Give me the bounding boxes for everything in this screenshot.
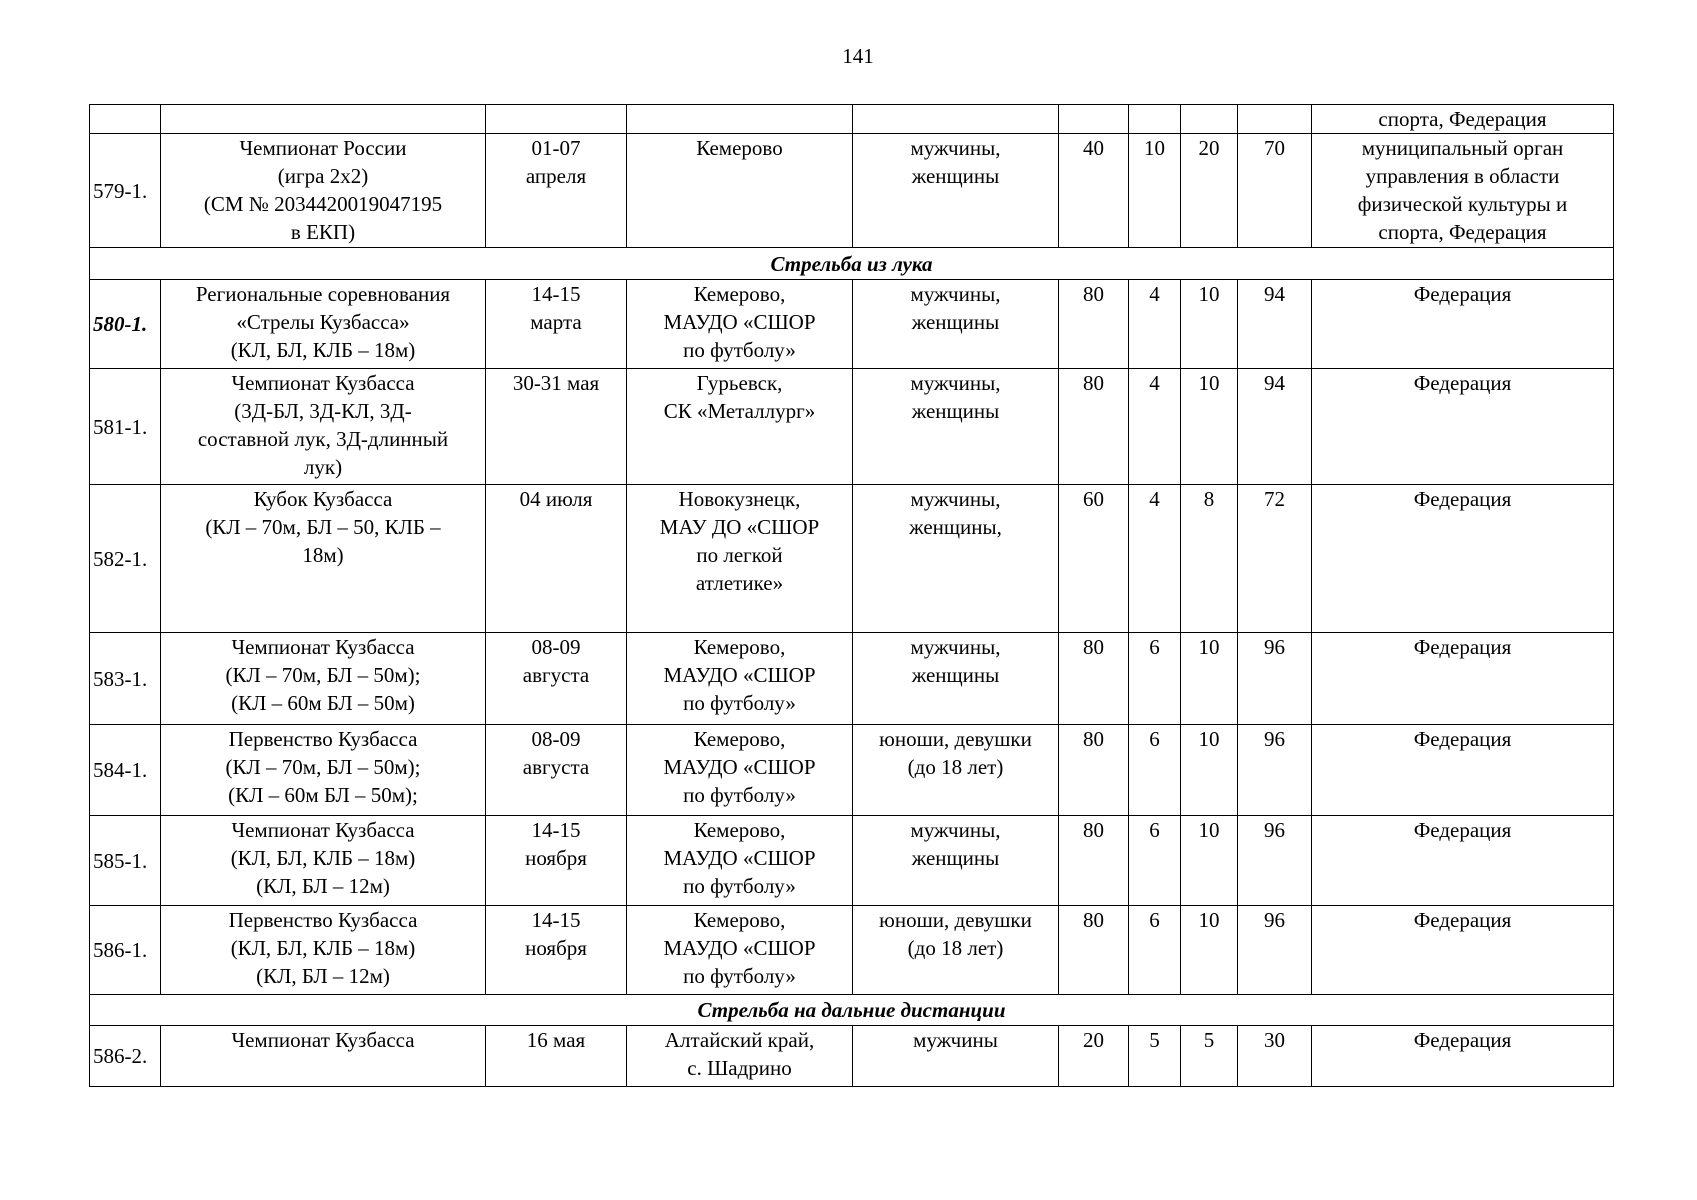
cell-count-3: 5 — [1181, 1026, 1238, 1087]
cell-line: МАУДО «СШОР — [663, 936, 816, 960]
cell-participants — [853, 485, 1059, 633]
cell-line: женщины — [911, 310, 1000, 334]
cell-participants — [853, 725, 1059, 816]
cell-line: Федерация — [1413, 727, 1512, 751]
cell-participants — [853, 1026, 1059, 1087]
cell-place — [627, 906, 853, 995]
table-row — [90, 633, 1614, 725]
cell-line: Гурьевск, — [696, 371, 783, 395]
table-row — [90, 1026, 1614, 1087]
cell-line: 14-15 — [531, 282, 581, 306]
cell-line: женщины — [911, 846, 1000, 870]
cell-count-total: 96 — [1238, 633, 1312, 725]
cell-place — [627, 1026, 853, 1087]
cell-count-2: 6 — [1129, 725, 1181, 816]
cell-line: августа — [522, 755, 590, 779]
cell-date — [486, 906, 627, 995]
cell-line: МАУДО «СШОР — [663, 310, 816, 334]
cell-line: (КЛ – 70м, БЛ – 50, КЛБ – — [205, 515, 441, 539]
cell-line: Чемпионат Кузбасса — [231, 1028, 415, 1052]
cell-line: апреля — [525, 164, 587, 188]
cell-organizer — [1312, 485, 1614, 633]
events-table — [89, 104, 1614, 1087]
cell-number: 586-2. — [90, 1026, 161, 1087]
cell-line: Новокузнецк, — [678, 487, 801, 511]
cell-count-2: 5 — [1129, 1026, 1181, 1087]
cell-count-2: 4 — [1129, 485, 1181, 633]
cell-line: МАУ ДО «СШОР — [659, 515, 820, 539]
cell-line: по футболу» — [683, 874, 796, 898]
cell-organizer — [1312, 816, 1614, 906]
section-title: Стрельба из лука — [90, 248, 1614, 280]
cell-date — [486, 1026, 627, 1087]
cell-line: 04 июля — [519, 487, 593, 511]
cell-line: (КЛ, БЛ – 12м) — [256, 874, 390, 898]
cell-count-3: 10 — [1181, 725, 1238, 816]
cell-line: атлетике» — [695, 571, 784, 595]
cell-place — [627, 369, 853, 485]
cell-number: 579-1. — [90, 134, 161, 248]
cell-line: августа — [522, 663, 590, 687]
cell-event — [161, 725, 486, 816]
cell-count-1: 80 — [1059, 725, 1129, 816]
cell-line: по футболу» — [683, 964, 796, 988]
cell-count-2: 6 — [1129, 633, 1181, 725]
cell-line: лук) — [303, 455, 343, 479]
cell-count-3: 10 — [1181, 906, 1238, 995]
table-row — [90, 485, 1614, 633]
cell-number: 582-1. — [90, 485, 161, 633]
cell-participants — [853, 816, 1059, 906]
cell-count-2 — [1129, 105, 1181, 134]
cell-line: (КЛ – 60м БЛ – 50м); — [228, 783, 418, 807]
cell-line: Федерация — [1413, 635, 1512, 659]
cell-organizer — [1312, 633, 1614, 725]
cell-line: составной лук, 3Д-длинный — [197, 427, 449, 451]
cell-line: 16 мая — [526, 1028, 586, 1052]
cell-line: Федерация — [1413, 818, 1512, 842]
cell-count-1: 80 — [1059, 906, 1129, 995]
cell-line: марта — [530, 310, 582, 334]
cell-count-3: 10 — [1181, 633, 1238, 725]
cell-line: мужчины — [913, 1028, 998, 1052]
cell-count-3: 10 — [1181, 280, 1238, 369]
cell-organizer — [1312, 369, 1614, 485]
cell-event — [161, 134, 486, 248]
cell-count-3: 10 — [1181, 816, 1238, 906]
cell-number: 586-1. — [90, 906, 161, 995]
cell-line: ноября — [525, 936, 587, 960]
cell-line: по футболу» — [683, 338, 796, 362]
cell-count-2: 4 — [1129, 369, 1181, 485]
cell-count-total: 94 — [1238, 369, 1312, 485]
cell-line: (КЛ, БЛ, КЛБ – 18м) — [230, 846, 416, 870]
cell-count-total: 94 — [1238, 280, 1312, 369]
cell-place — [627, 105, 853, 134]
cell-event — [161, 369, 486, 485]
cell-line: муниципальный орган — [1361, 136, 1564, 160]
cell-event — [161, 105, 486, 134]
cell-line: ноября — [525, 846, 587, 870]
cell-line: женщины, — [909, 515, 1002, 539]
cell-line: женщины — [911, 663, 1000, 687]
cell-line: 18м) — [302, 543, 344, 567]
cell-place — [627, 134, 853, 248]
cell-line: (до 18 лет) — [907, 755, 1004, 779]
cell-count-total: 70 — [1238, 134, 1312, 248]
cell-line: МАУДО «СШОР — [663, 663, 816, 687]
cell-count-2: 10 — [1129, 134, 1181, 248]
cell-participants — [853, 105, 1059, 134]
cell-line: спорта, Федерация — [1378, 220, 1547, 244]
cell-event — [161, 633, 486, 725]
table-row — [90, 816, 1614, 906]
cell-line: мужчины, — [910, 818, 1001, 842]
cell-date — [486, 633, 627, 725]
cell-line: мужчины, — [910, 635, 1001, 659]
cell-participants — [853, 906, 1059, 995]
cell-line: Кемерово, — [693, 282, 786, 306]
table-row — [90, 725, 1614, 816]
table-row — [90, 134, 1614, 248]
cell-line: Первенство Кузбасса — [228, 908, 418, 932]
cell-organizer — [1312, 906, 1614, 995]
page-number: 141 — [842, 44, 874, 68]
cell-event — [161, 280, 486, 369]
cell-line: Чемпионат Кузбасса — [231, 818, 415, 842]
cell-line: Федерация — [1413, 282, 1512, 306]
cell-line: Региональные соревнования — [195, 282, 451, 306]
cell-line: Кемерово, — [693, 635, 786, 659]
cell-count-total: 72 — [1238, 485, 1312, 633]
cell-event — [161, 485, 486, 633]
cell-line: Алтайский край, — [664, 1028, 815, 1052]
cell-line: Кубок Кузбасса — [253, 487, 393, 511]
cell-count-1: 80 — [1059, 816, 1129, 906]
cell-line: по легкой — [696, 543, 783, 567]
cell-line: Федерация — [1413, 908, 1512, 932]
cell-line: по футболу» — [683, 691, 796, 715]
cell-count-3: 8 — [1181, 485, 1238, 633]
cell-line: Федерация — [1413, 371, 1512, 395]
table-row — [90, 906, 1614, 995]
cell-line: 08-09 — [531, 727, 581, 751]
cell-number: 584-1. — [90, 725, 161, 816]
section-title: Стрельба на дальние дистанции — [90, 995, 1614, 1026]
cell-line: (3Д-БЛ, 3Д-КЛ, 3Д- — [234, 399, 412, 423]
cell-line: 01-07 — [531, 136, 581, 160]
cell-number: 581-1. — [90, 369, 161, 485]
cell-event — [161, 906, 486, 995]
cell-line: мужчины, — [910, 282, 1001, 306]
cell-line: (КЛ – 70м, БЛ – 50м); — [225, 755, 421, 779]
cell-date — [486, 105, 627, 134]
cell-place — [627, 816, 853, 906]
cell-count-1 — [1059, 105, 1129, 134]
cell-line: Федерация — [1413, 487, 1512, 511]
cell-organizer — [1312, 280, 1614, 369]
cell-count-total: 30 — [1238, 1026, 1312, 1087]
cell-line: физической культуры и — [1357, 192, 1568, 216]
cell-line: спорта, Федерация — [1378, 107, 1547, 131]
cell-line: Федерация — [1413, 1028, 1512, 1052]
cell-place — [627, 725, 853, 816]
cell-line: в ЕКП) — [290, 220, 356, 244]
cell-count-1: 80 — [1059, 633, 1129, 725]
cell-date — [486, 725, 627, 816]
cell-line: Кемерово, — [693, 908, 786, 932]
cell-line: с. Шадрино — [687, 1056, 792, 1080]
cell-line: мужчины, — [910, 371, 1001, 395]
cell-line: 30-31 мая — [512, 371, 600, 395]
cell-place — [627, 280, 853, 369]
cell-count-2: 6 — [1129, 906, 1181, 995]
cell-count-1: 40 — [1059, 134, 1129, 248]
cell-line: юноши, девушки — [879, 908, 1032, 932]
cell-line: (до 18 лет) — [907, 936, 1004, 960]
cell-count-total — [1238, 105, 1312, 134]
cell-organizer — [1312, 105, 1614, 134]
cell-participants — [853, 280, 1059, 369]
cell-event — [161, 816, 486, 906]
cell-count-1: 20 — [1059, 1026, 1129, 1087]
cell-line: Чемпионат Кузбасса — [231, 635, 415, 659]
cell-line: женщины — [911, 399, 1000, 423]
cell-line: (КЛ – 60м БЛ – 50м) — [231, 691, 415, 715]
cell-line: 08-09 — [531, 635, 581, 659]
cell-date — [486, 280, 627, 369]
cell-count-2: 4 — [1129, 280, 1181, 369]
cell-line: МАУДО «СШОР — [663, 846, 816, 870]
cell-line: (КЛ, БЛ, КЛБ – 18м) — [230, 936, 416, 960]
cell-count-total: 96 — [1238, 906, 1312, 995]
cell-organizer — [1312, 1026, 1614, 1087]
cell-count-1: 60 — [1059, 485, 1129, 633]
cell-count-1: 80 — [1059, 369, 1129, 485]
table-row — [90, 369, 1614, 485]
cell-count-total: 96 — [1238, 816, 1312, 906]
cell-line: СК «Металлург» — [663, 399, 816, 423]
cell-line: Чемпионат Кузбасса — [231, 371, 415, 395]
cell-date — [486, 369, 627, 485]
cell-date — [486, 485, 627, 633]
cell-count-3: 20 — [1181, 134, 1238, 248]
table-row — [90, 280, 1614, 369]
cell-line: Кемерово — [696, 136, 783, 160]
cell-line: МАУДО «СШОР — [663, 755, 816, 779]
cell-count-3: 10 — [1181, 369, 1238, 485]
cell-line: Чемпионат России — [239, 136, 407, 160]
cell-participants — [853, 633, 1059, 725]
cell-line: по футболу» — [683, 783, 796, 807]
cell-line: «Стрелы Кузбасса» — [236, 310, 410, 334]
table-row — [90, 105, 1614, 134]
cell-line: (игра 2х2) — [277, 164, 369, 188]
cell-line: Кемерово, — [693, 727, 786, 751]
section-row — [90, 995, 1614, 1026]
cell-line: (СМ № 2034420019047195 — [203, 192, 443, 216]
cell-event — [161, 1026, 486, 1087]
cell-line: 14-15 — [531, 908, 581, 932]
cell-place — [627, 485, 853, 633]
cell-organizer — [1312, 134, 1614, 248]
section-row — [90, 248, 1614, 280]
cell-count-2: 6 — [1129, 816, 1181, 906]
cell-line: Первенство Кузбасса — [228, 727, 418, 751]
cell-participants — [853, 134, 1059, 248]
cell-number: 580-1. — [90, 280, 161, 369]
cell-line: женщины — [911, 164, 1000, 188]
cell-count-3 — [1181, 105, 1238, 134]
cell-count-total: 96 — [1238, 725, 1312, 816]
cell-number — [90, 105, 161, 134]
cell-organizer — [1312, 725, 1614, 816]
cell-line: (КЛ, БЛ – 12м) — [256, 964, 390, 988]
cell-line: (КЛ – 70м, БЛ – 50м); — [225, 663, 421, 687]
cell-count-1: 80 — [1059, 280, 1129, 369]
cell-line: 14-15 — [531, 818, 581, 842]
cell-line: юноши, девушки — [879, 727, 1032, 751]
cell-date — [486, 816, 627, 906]
cell-line: (КЛ, БЛ, КЛБ – 18м) — [230, 338, 416, 362]
cell-line: управления в области — [1365, 164, 1560, 188]
cell-number: 583-1. — [90, 633, 161, 725]
cell-line: мужчины, — [910, 136, 1001, 160]
cell-date — [486, 134, 627, 248]
cell-line: Кемерово, — [693, 818, 786, 842]
cell-participants — [853, 369, 1059, 485]
cell-line: мужчины, — [910, 487, 1001, 511]
cell-place — [627, 633, 853, 725]
cell-number: 585-1. — [90, 816, 161, 906]
